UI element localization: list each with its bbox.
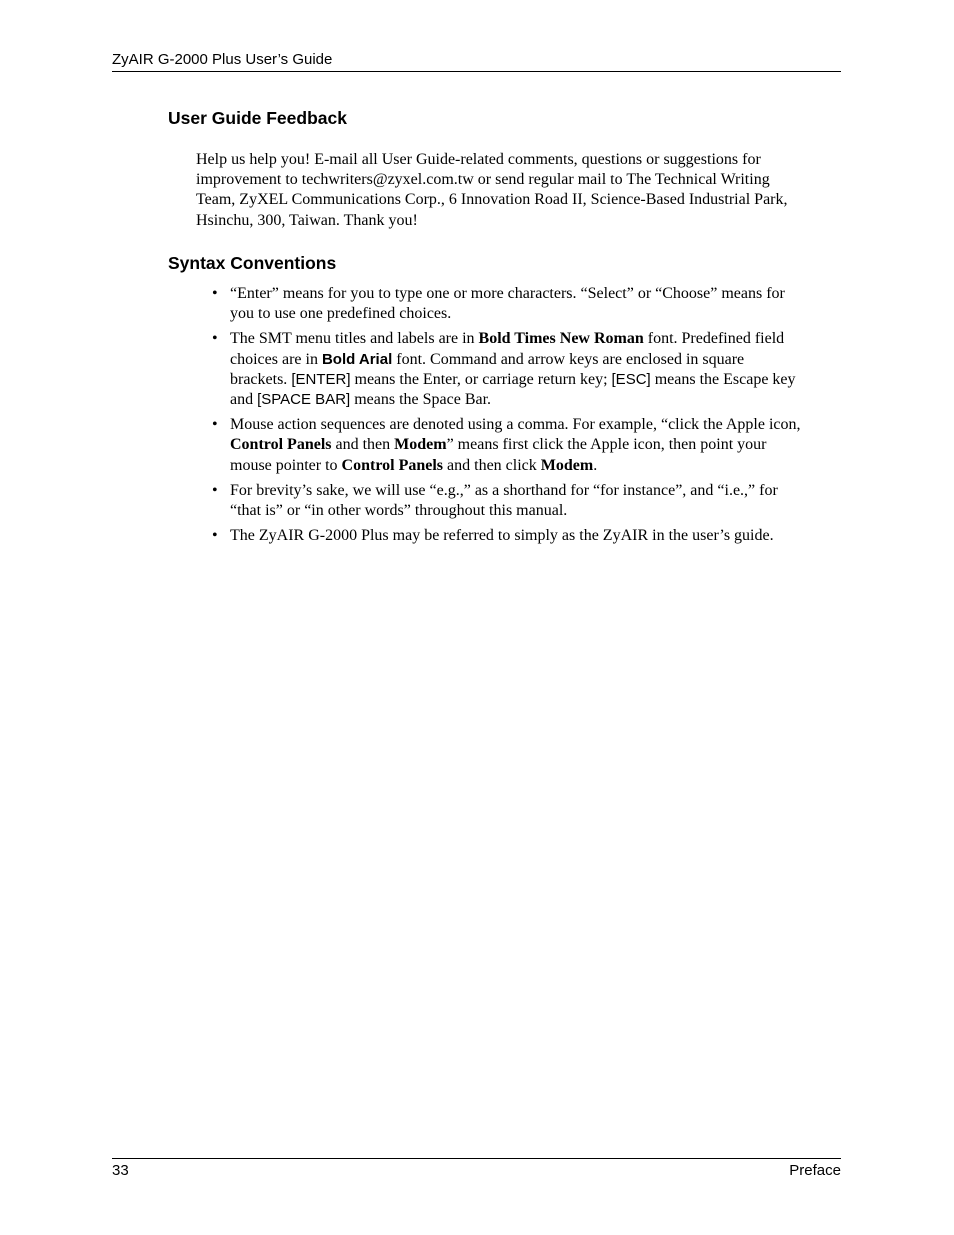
page-number: 33 [112,1162,129,1179]
feedback-paragraph [196,150,841,231]
bullet-line [230,390,856,410]
bullet-text: The ZyAIR G-2000 Plus may be referred to simply as the ZyAIR in the user’s guide. [230,527,774,545]
text: means the Enter, or carriage return key; [350,370,612,388]
text: choices are in [230,350,322,368]
bullet-text: For brevity’s sake, we will use “e.g.,” as a shorthand for “for instance”, and “i.e.,” for [230,481,778,499]
list-item [196,329,856,410]
header-rule [112,71,841,72]
bullet-line [230,350,856,370]
bullet-icon: • [212,285,218,302]
text: means the Escape key [650,370,796,388]
menu-term: Control Panels [341,456,444,474]
menu-term: Modem [540,456,594,474]
bullet-icon: • [212,527,218,545]
feedback-line: Hsinchu, 300, Taiwan. Thank you! [196,211,418,229]
bullet-text: “that is” or “in other words” throughout this manual. [230,502,568,520]
menu-term: Modem [394,436,447,454]
text: . [593,456,598,474]
bullet-text: you to use one predefined choices. [230,305,452,323]
bold-times-sample: Bold Times New Roman [478,330,644,348]
bullet-text: “Enter” means for you to type one or more characters. “Select” or “Choose” means for [230,285,785,302]
text: means the Space Bar. [350,391,492,409]
feedback-heading: User Guide Feedback [168,108,347,128]
text: mouse pointer to [230,456,342,474]
bullet-line [230,370,856,390]
bullet-line [230,456,856,476]
menu-term: Control Panels [230,436,332,454]
key-space-bar: [SPACE BAR] [257,391,351,409]
text: ” means first click the Apple icon, then point your [446,436,767,454]
list-item [196,415,856,476]
running-header-title: ZyAIR G-2000 Plus User’s Guide [112,51,333,68]
text: and then [331,436,395,454]
bullet-line [230,329,856,349]
feedback-line: improvement to techwriters@zyxel.com.tw or send regular mail to The Technical Writing [196,171,770,189]
text: The SMT menu titles and labels are in [230,330,479,348]
bullet-icon: • [212,481,218,499]
bullet-icon: • [212,416,218,434]
bullet-line [230,435,856,455]
syntax-heading: Syntax Conventions [168,253,337,273]
key-esc: [ESC] [611,370,651,388]
text: and then click [443,456,541,474]
feedback-line: Help us help you! E-mail all User Guide-related comments, questions or suggestions for [196,151,761,168]
bullet-text: Mouse action sequences are denoted using a comma. For example, “click the Apple icon, [230,416,801,434]
key-enter: [ENTER] [291,370,351,388]
syntax-bullet-list [196,284,856,551]
text: brackets. [230,370,292,388]
text: font. Command and arrow keys are enclosed in square [392,350,745,368]
list-item [196,284,856,324]
text: and [230,391,258,409]
feedback-line: Team, ZyXEL Communications Corp., 6 Innovation Road II, Science-Based Industrial Park, [196,191,788,209]
bold-arial-sample: Bold Arial [321,350,393,368]
list-item [196,481,856,521]
footer-rule [112,1158,841,1159]
footer-section-name: Preface [789,1162,841,1179]
text: font. Predefined field [643,330,785,348]
bullet-icon: • [212,330,218,348]
list-item [196,526,856,546]
